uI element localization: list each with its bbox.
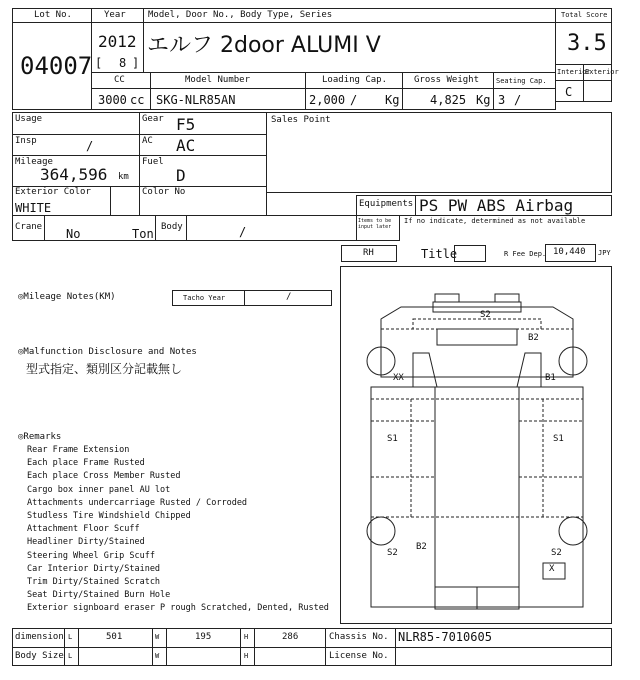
rfee-unit: JPY <box>598 249 611 257</box>
body-value: / <box>239 225 247 239</box>
cc-unit: cc <box>130 93 145 107</box>
loading-label: Loading Cap. <box>322 75 388 85</box>
total-score-label: Total Score <box>561 11 608 19</box>
remark-item: Attachments undercarriage Rusted / Corroded <box>27 497 248 508</box>
seating-value: 3 <box>498 93 506 107</box>
mark-s2-rear-left: S2 <box>387 548 398 558</box>
loading-unit: Kg <box>385 93 400 107</box>
windshield-shape <box>413 319 541 329</box>
dim-h-value: 286 <box>282 632 299 642</box>
mark-s2-cab: S2 <box>480 310 491 320</box>
ac-value: AC <box>176 136 196 155</box>
rfee-label: R Fee Dep. <box>504 250 547 258</box>
model-title: エルフ 2door ALUMI V <box>147 33 381 58</box>
cc-value: 3000 <box>98 93 127 107</box>
insp-label: Insp <box>15 136 37 146</box>
remark-item: Seat Dirty/Stained Burn Hole <box>27 590 171 601</box>
mileage-unit: km <box>118 172 129 182</box>
month-value: 8 <box>119 56 127 70</box>
tacho-value: / <box>286 292 292 302</box>
equipments-value: PS PW ABS Airbag <box>419 196 574 215</box>
remark-item: Each place Cross Member Rusted <box>27 471 181 482</box>
model-label: Model, Door No., Body Type, Series <box>148 10 333 20</box>
dim-l-value: 501 <box>106 632 123 642</box>
mark-s1-left: S1 <box>387 434 398 444</box>
mark-b2-cab: B2 <box>528 333 539 343</box>
model-number-label: Model Number <box>185 75 251 85</box>
year-label: Year <box>104 10 126 20</box>
remark-item: Rear Frame Extension <box>27 445 130 455</box>
usage-label: Usage <box>15 114 43 124</box>
chassis-value: NLR85-7010605 <box>398 630 492 644</box>
bracket-close: ] <box>132 56 140 70</box>
gear-value: F5 <box>176 115 196 134</box>
mark-b2-rear: B2 <box>416 542 427 552</box>
left-door-shape <box>413 353 437 387</box>
malfunction-label: ◎Malfunction Disclosure and Notes <box>18 347 197 357</box>
year-value: 2012 <box>98 32 137 51</box>
loading-slash: / <box>350 93 358 107</box>
remark-item: Studless Tire Windshield Chipped <box>27 510 191 521</box>
mileage-value: 364,596 <box>40 165 108 184</box>
equipment-note: If no indicate, determined as not available <box>404 217 586 225</box>
total-score: 3.5 <box>567 31 607 56</box>
model-number: SKG-NLR85AN <box>156 93 236 107</box>
cab-window-shape <box>437 329 517 345</box>
tacho-label: Tacho Year <box>183 294 226 302</box>
remark-item: Attachment Floor Scuff <box>27 524 140 535</box>
loading-value: 2,000 <box>309 93 346 107</box>
items-later-note: Items to be input later <box>358 218 392 230</box>
insp-value: / <box>86 139 94 153</box>
right-door-shape <box>517 353 541 387</box>
vehicle-diagram <box>340 266 612 624</box>
bs-l-label: L <box>68 652 73 660</box>
bs-w-label: W <box>155 652 160 660</box>
cargo-box-shape <box>371 387 583 607</box>
cc-label: CC <box>114 75 125 85</box>
rfee-value: 10,440 <box>553 247 586 257</box>
crane-no: No <box>66 227 81 241</box>
remarks-list <box>27 446 337 617</box>
crane-label: Crane <box>15 222 43 232</box>
fuel-value: D <box>176 166 186 185</box>
gear-label: Gear <box>142 114 164 124</box>
bracket-open: [ <box>95 56 103 70</box>
crane-ton: Ton <box>132 227 154 241</box>
right-mirror-shape <box>495 294 519 302</box>
remark-item: Trim Dirty/Stained Scratch <box>27 576 161 587</box>
gross-value: 4,825 <box>430 93 467 107</box>
fuel-label: Fuel <box>142 157 164 167</box>
interior-label: Interior <box>557 68 591 76</box>
color-no-label: Color No <box>142 187 186 197</box>
equipments-label: Equipments <box>359 199 414 209</box>
dim-w-label: W <box>155 633 160 641</box>
steering-value: RH <box>363 248 374 258</box>
exterior-color-label: Exterior Color <box>15 187 91 197</box>
body-label: Body <box>161 222 183 232</box>
left-mirror-shape <box>435 294 459 302</box>
seating-label: Seating Cap. <box>496 77 547 85</box>
gross-unit: Kg <box>476 93 491 107</box>
lot-label: Lot No. <box>34 10 72 20</box>
sales-point-label: Sales Point <box>271 115 331 125</box>
remark-item: Each place Frame Rusted <box>27 458 145 469</box>
bs-h-label: H <box>244 652 249 660</box>
cab-shape <box>381 307 573 377</box>
dim-h-label: H <box>244 633 249 641</box>
seating-slash: / <box>514 93 522 107</box>
remark-item: Exterior signboard eraser P rough Scratched, Dented, Rusted <box>27 603 329 614</box>
title-box <box>454 245 486 262</box>
remark-item: Car Interior Dirty/Stained <box>27 563 161 574</box>
remarks-label: ◎Remarks <box>18 432 62 442</box>
mileage-label: Mileage <box>15 157 53 167</box>
malfunction-text: 型式指定、類別区分記載無し <box>26 362 183 376</box>
mark-x-rear: X <box>549 564 555 574</box>
remark-item: Cargo box inner panel AU lot <box>27 484 171 495</box>
body-size-label: Body Size <box>15 651 64 661</box>
dim-w-value: 195 <box>195 632 212 642</box>
truck-outline-svg <box>341 267 613 625</box>
remark-item: Steering Wheel Grip Scuff <box>27 550 155 561</box>
ac-label: AC <box>142 136 153 146</box>
mileage-notes-label: ◎Mileage Notes(KM) <box>18 292 116 302</box>
chassis-label: Chassis No. <box>329 632 389 642</box>
remark-item: Headliner Dirty/Stained <box>27 537 145 548</box>
license-label: License No. <box>329 651 389 661</box>
dimension-label: dimension <box>15 632 64 642</box>
mark-b1-right: B1 <box>545 373 556 383</box>
exterior-color: WHITE <box>15 201 52 215</box>
cargo-floor-shape <box>435 387 519 587</box>
exterior-label: Exterior <box>585 68 619 76</box>
title-label: Title <box>421 247 458 261</box>
dim-l-label: L <box>68 633 73 641</box>
mark-xx-left: XX <box>393 373 404 383</box>
mark-s1-right: S1 <box>553 434 564 444</box>
interior-value: C <box>565 85 573 99</box>
crane-row <box>12 215 357 241</box>
lot-number: 04007 <box>20 52 93 80</box>
mark-s2-rear-right: S2 <box>551 548 562 558</box>
gross-label: Gross Weight <box>414 75 480 85</box>
